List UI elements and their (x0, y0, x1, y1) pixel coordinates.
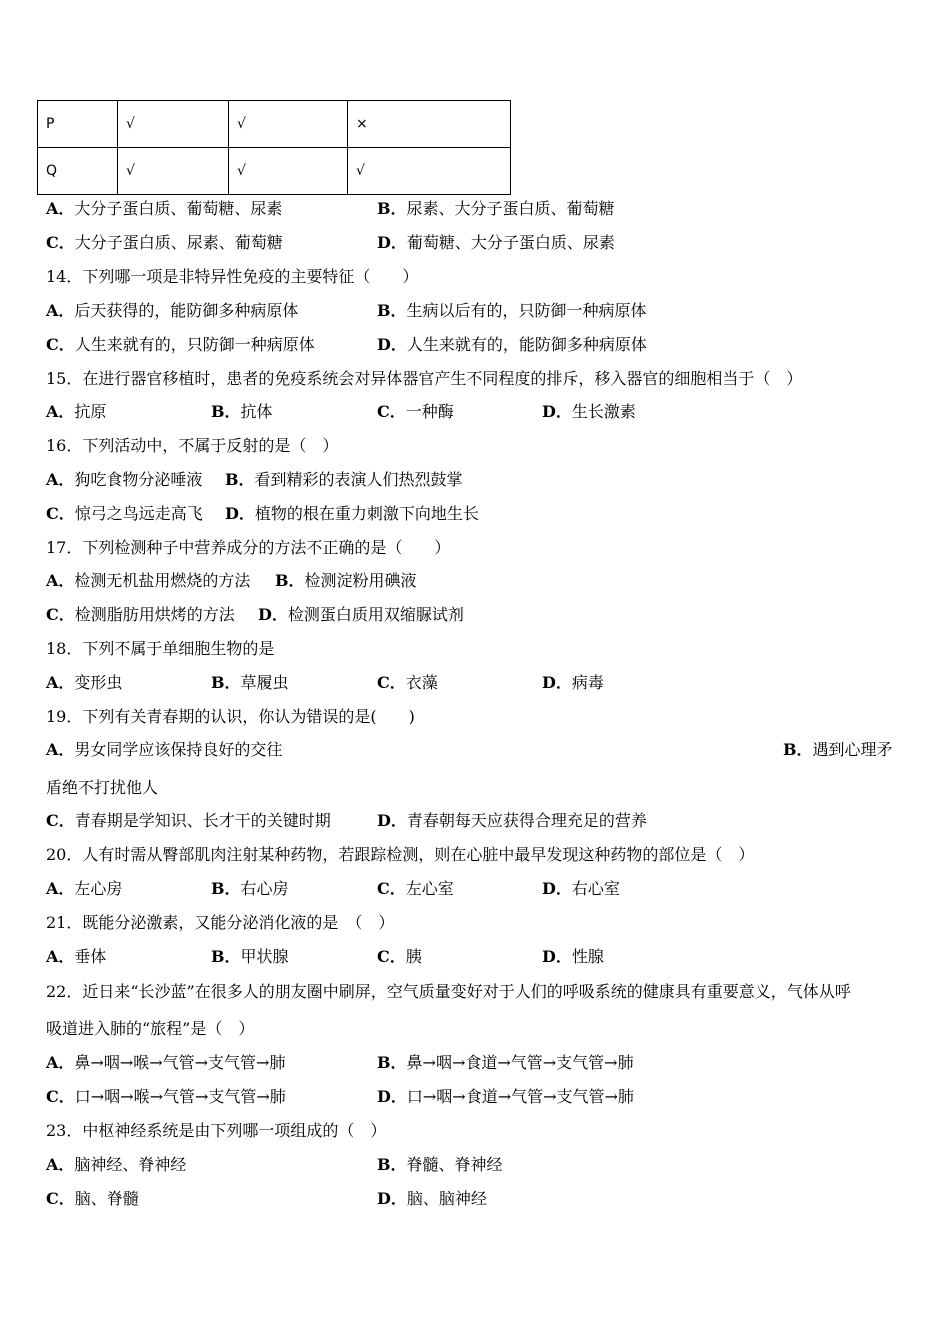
option-key: B． (377, 301, 407, 320)
q21-option-b (211, 947, 289, 967)
q14-option-d (377, 335, 647, 355)
option-key: C． (377, 673, 406, 692)
option-key: B． (225, 470, 255, 489)
q19-stem: 19．下列有关青春期的认识，你认为错误的是( ) (46, 707, 415, 726)
q17-stem: 17．下列检测种子中营养成分的方法不正确的是（ ） (46, 538, 451, 557)
option-key: B． (377, 1155, 407, 1174)
q15-option-c (377, 402, 454, 422)
q23-stem: 23．中枢神经系统是由下列哪一项组成的（ ） (46, 1121, 387, 1140)
option-key: D． (377, 335, 407, 354)
q23-option-c (46, 1189, 139, 1209)
q18-option-a (46, 673, 122, 693)
option-text: 右心房 (240, 879, 289, 898)
q19-option-c (46, 811, 331, 831)
option-text: 人生来就有的，只防御一种病原体 (74, 335, 315, 354)
option-text: 脊髓、脊神经 (406, 1155, 503, 1174)
q23-option-b (377, 1155, 503, 1175)
option-key: A． (46, 740, 75, 759)
q16-option-d (225, 504, 479, 524)
option-text: 左心室 (405, 879, 454, 898)
option-text: 病毒 (571, 673, 604, 692)
option-text: 看到精彩的表演人们热烈鼓掌 (254, 470, 463, 489)
q21-stem: 21．既能分泌激素，又能分泌消化液的是 （ ） (46, 913, 395, 932)
q21-option-a (46, 947, 106, 967)
option-key: D． (377, 233, 407, 252)
q16-option-a (46, 470, 202, 490)
option-key: B． (783, 740, 813, 759)
option-key: C． (46, 504, 75, 523)
option-text: 检测蛋白质用双缩脲试剂 (287, 605, 464, 624)
q13-option-d (377, 233, 615, 253)
option-key: B． (211, 673, 241, 692)
option-text: 左心房 (74, 879, 123, 898)
option-text: 生长激素 (571, 402, 636, 421)
option-text: 鼻→咽→喉→气管→支气管→肺 (74, 1053, 286, 1072)
option-text: 口→咽→喉→气管→支气管→肺 (74, 1087, 286, 1106)
option-text: 青春期是学知识、长才干的关键时期 (74, 811, 331, 830)
option-text: 鼻→咽→食道→气管→支气管→肺 (406, 1053, 634, 1072)
table-cell: √ (118, 101, 229, 148)
option-text: 脑、脑神经 (406, 1189, 487, 1208)
option-text: 生病以后有的，只防御一种病原体 (406, 301, 647, 320)
row-label: Q (38, 148, 118, 195)
table-row (38, 101, 511, 148)
q14-option-a (46, 301, 298, 321)
q19-option-b-continued: 盾绝不打扰他人 (46, 778, 159, 797)
table-cell: √ (229, 148, 348, 195)
option-key: D． (258, 605, 288, 624)
q20-option-b (211, 879, 289, 899)
q16-stem: 16．下列活动中，不属于反射的是（ ） (46, 436, 339, 455)
option-text: 脑、脊髓 (74, 1189, 139, 1208)
table-cell: × (348, 101, 511, 148)
q14-option-b (377, 301, 647, 321)
q21-option-c (377, 947, 422, 967)
q18-option-d (542, 673, 604, 693)
option-key: A． (46, 199, 75, 218)
q22-option-a (46, 1053, 285, 1073)
option-text: 垂体 (74, 947, 107, 966)
option-key: A． (46, 947, 75, 966)
option-text: 甲状腺 (240, 947, 289, 966)
table-cell: √ (118, 148, 229, 195)
q22-option-c (46, 1087, 286, 1107)
option-text: 尿素、大分子蛋白质、葡萄糖 (406, 199, 615, 218)
option-key: D． (542, 673, 572, 692)
q20-option-c (377, 879, 454, 899)
option-key: D． (542, 879, 572, 898)
q23-option-a (46, 1155, 186, 1175)
option-key: B． (275, 571, 305, 590)
option-text: 衣藻 (405, 673, 438, 692)
q19-option-d (377, 811, 647, 831)
q22-option-b (377, 1053, 634, 1073)
q14-option-c (46, 335, 315, 355)
q15-stem: 15．在进行器官移植时，患者的免疫系统会对异体器官产生不同程度的排斥，移入器官的细胞相当于（ ） (46, 369, 803, 388)
option-text: 抗体 (240, 402, 273, 421)
q15-option-d (542, 402, 636, 422)
option-key: D． (225, 504, 255, 523)
option-key: D． (377, 1087, 407, 1106)
option-text: 检测脂肪用烘烤的方法 (74, 605, 235, 624)
option-key: C． (46, 233, 75, 252)
option-text: 惊弓之鸟远走高飞 (74, 504, 203, 523)
pq-table (37, 100, 511, 195)
option-text: 检测无机盐用燃烧的方法 (74, 571, 251, 590)
option-key: D． (542, 947, 572, 966)
option-key: C． (46, 1087, 75, 1106)
option-key: B． (377, 199, 407, 218)
option-text: 一种酶 (405, 402, 454, 421)
q20-option-a (46, 879, 122, 899)
option-key: C． (377, 879, 406, 898)
q19-option-a (46, 740, 282, 760)
option-key: D． (377, 1189, 407, 1208)
option-key: C． (46, 811, 75, 830)
option-text: 性腺 (571, 947, 604, 966)
option-key: A． (46, 571, 75, 590)
option-text: 后天获得的，能防御多种病原体 (74, 301, 299, 320)
q20-option-d (542, 879, 620, 899)
option-key: C． (46, 605, 75, 624)
option-key: C． (46, 335, 75, 354)
option-text: 右心室 (571, 879, 620, 898)
option-key: A． (46, 1053, 75, 1072)
table-cell: √ (348, 148, 511, 195)
q22-stem-line2: 吸道进入肺的“旅程”是（ ） (46, 1019, 255, 1038)
q18-option-b (211, 673, 289, 693)
q13-option-a (46, 199, 282, 219)
option-key: C． (377, 947, 406, 966)
option-text: 植物的根在重力刺激下向地生长 (254, 504, 479, 523)
option-key: D． (542, 402, 572, 421)
q17-option-c (46, 605, 235, 625)
q17-option-b (275, 571, 417, 591)
q17-option-d (258, 605, 464, 625)
option-text: 遇到心理矛 (812, 740, 893, 759)
option-text: 检测淀粉用碘液 (304, 571, 417, 590)
option-text: 脑神经、脊神经 (74, 1155, 187, 1174)
option-text: 抗原 (74, 402, 107, 421)
option-key: C． (46, 1189, 75, 1208)
option-key: B． (211, 947, 241, 966)
option-key: B． (211, 879, 241, 898)
q18-option-c (377, 673, 438, 693)
option-key: A． (46, 402, 75, 421)
q17-option-a (46, 571, 250, 591)
option-key: C． (377, 402, 406, 421)
q13-option-b (377, 199, 615, 219)
option-key: A． (46, 879, 75, 898)
option-key: D． (377, 811, 407, 830)
q16-option-b (225, 470, 463, 490)
q22-option-d (377, 1087, 634, 1107)
option-key: B． (211, 402, 241, 421)
option-key: A． (46, 470, 75, 489)
q22-stem-line1: 22．近日来“长沙蓝”在很多人的朋友圈中刷屏，空气质量变好对于人们的呼吸系统的健康具有重要意义，气体从呼 (46, 982, 851, 1001)
option-text: 草履虫 (240, 673, 289, 692)
q21-option-d (542, 947, 604, 967)
option-key: A． (46, 301, 75, 320)
option-text: 人生来就有的，能防御多种病原体 (406, 335, 647, 354)
option-key: A． (46, 1155, 75, 1174)
row-label: P (38, 101, 118, 148)
option-key: B． (377, 1053, 407, 1072)
option-text: 狗吃食物分泌唾液 (74, 470, 203, 489)
q18-stem: 18．下列不属于单细胞生物的是 (46, 639, 275, 658)
q16-option-c (46, 504, 203, 524)
q23-option-d (377, 1189, 487, 1209)
option-text: 胰 (405, 947, 422, 966)
option-text: 口→咽→食道→气管→支气管→肺 (406, 1087, 634, 1106)
table-cell: √ (229, 101, 348, 148)
q15-option-b (211, 402, 273, 422)
option-text: 变形虫 (74, 673, 123, 692)
q19-option-b (783, 740, 893, 760)
option-key: A． (46, 673, 75, 692)
option-text: 大分子蛋白质、尿素、葡萄糖 (74, 233, 283, 252)
option-text: 葡萄糖、大分子蛋白质、尿素 (406, 233, 615, 252)
option-text: 青春朝每天应获得合理充足的营养 (406, 811, 647, 830)
option-text: 大分子蛋白质、葡萄糖、尿素 (74, 199, 283, 218)
q20-stem: 20．人有时需从臀部肌肉注射某种药物，若跟踪检测，则在心脏中最早发现这种药物的部位是（ ） (46, 845, 755, 864)
q13-option-c (46, 233, 283, 253)
q15-option-a (46, 402, 106, 422)
table-row (38, 148, 511, 195)
option-text: 男女同学应该保持良好的交往 (74, 740, 283, 759)
q14-stem: 14．下列哪一项是非特异性免疫的主要特征（ ） (46, 267, 419, 286)
